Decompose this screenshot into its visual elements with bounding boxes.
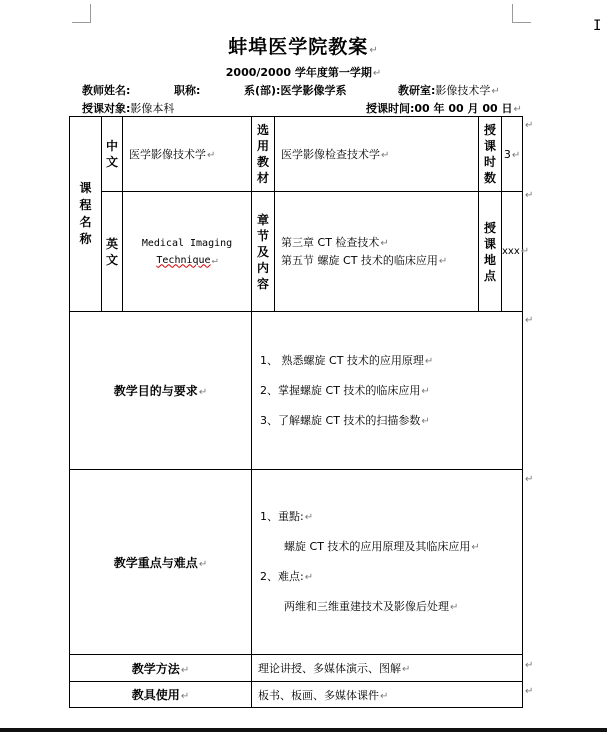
tools-label: 教具使用↵: [70, 682, 252, 708]
row-end-mark: ↵: [525, 190, 534, 201]
office-field[interactable]: 教研室:影像技术学↵: [398, 84, 500, 97]
course-chinese-name[interactable]: 医学影像技术学↵: [123, 117, 252, 192]
difficulty-text: 两维和三维重建技术及影像后处理↵: [284, 600, 459, 613]
row-end-mark: ↵: [525, 660, 534, 671]
course-row-english: [70, 192, 523, 312]
key-text: 螺旋 CT 技术的应用原理及其临床应用↵: [284, 540, 480, 553]
chapter-value[interactable]: 第三章 CT 检查技术↵ 第五节 螺旋 CT 技术的临床应用↵: [275, 192, 479, 312]
key-points-label: 教学重点与难点↵: [70, 470, 252, 655]
crop-mark-top-left: [72, 4, 91, 23]
teacher-name-field[interactable]: 教师姓名:: [82, 84, 131, 97]
chapter-label: 章 节 及 内 容: [252, 192, 275, 312]
tools-value[interactable]: 板书、板画、多媒体课件↵: [252, 682, 523, 708]
lesson-plan-table: [69, 116, 530, 708]
objective-item: 1、 熟悉螺旋 CT 技术的应用原理↵: [260, 353, 434, 367]
course-english-name[interactable]: Medical Imaging Technique↵: [123, 192, 252, 312]
row-end-mark: ↵: [525, 120, 534, 131]
key-points-content[interactable]: [252, 470, 523, 655]
document-title: 蚌埠医学院教案↵: [228, 36, 379, 58]
audience-field[interactable]: 授课对象:影像本科: [82, 102, 175, 115]
row-end-mark: ↵: [525, 474, 534, 485]
difficulty-label: 2、难点:↵: [260, 570, 314, 583]
department-field[interactable]: 系(部):医学影像学系: [244, 84, 347, 97]
key-points-row: [70, 470, 523, 655]
chinese-label: 中 文: [102, 117, 123, 192]
course-name-label: 课 程 名 称: [70, 117, 102, 312]
row-end-mark: ↵: [525, 686, 534, 697]
hours-label: 授 课 时 数: [479, 117, 502, 192]
objectives-row: [70, 312, 523, 470]
course-row-chinese: [70, 117, 523, 192]
english-label: 英 文: [102, 192, 123, 312]
objective-item: 2、掌握螺旋 CT 技术的临床应用↵: [260, 383, 430, 397]
textbook-label: 选 用 教 材: [252, 117, 275, 192]
page-bottom-bar: [0, 728, 607, 732]
row-end-mark: ↵: [525, 315, 534, 326]
schedule-field[interactable]: 授课时间:00 年 00 月 00 日↵: [366, 102, 522, 115]
methods-row: [70, 655, 523, 682]
objectives-label: 教学目的与要求↵: [70, 312, 252, 470]
objective-item: 3、了解螺旋 CT 技术的扫描参数↵: [260, 413, 430, 427]
text-cursor-icon: I: [593, 18, 602, 34]
objectives-content[interactable]: [252, 312, 523, 470]
location-label: 授 课 地 点: [479, 192, 502, 312]
semester-subtitle: 2000/2000 学年度第一学期↵: [225, 66, 382, 79]
key-label: 1、重點:↵: [260, 510, 314, 523]
hours-value[interactable]: 3↵: [502, 117, 523, 192]
crop-mark-top-right: [512, 4, 531, 23]
methods-value[interactable]: 理论讲授、多媒体演示、图解↵: [252, 655, 523, 682]
job-title-field[interactable]: 职称:: [174, 84, 201, 97]
textbook-value[interactable]: 医学影像检查技术学↵: [275, 117, 479, 192]
methods-label: 教学方法↵: [70, 655, 252, 682]
tools-row: [70, 682, 523, 708]
location-value[interactable]: xxx↵: [502, 192, 523, 312]
